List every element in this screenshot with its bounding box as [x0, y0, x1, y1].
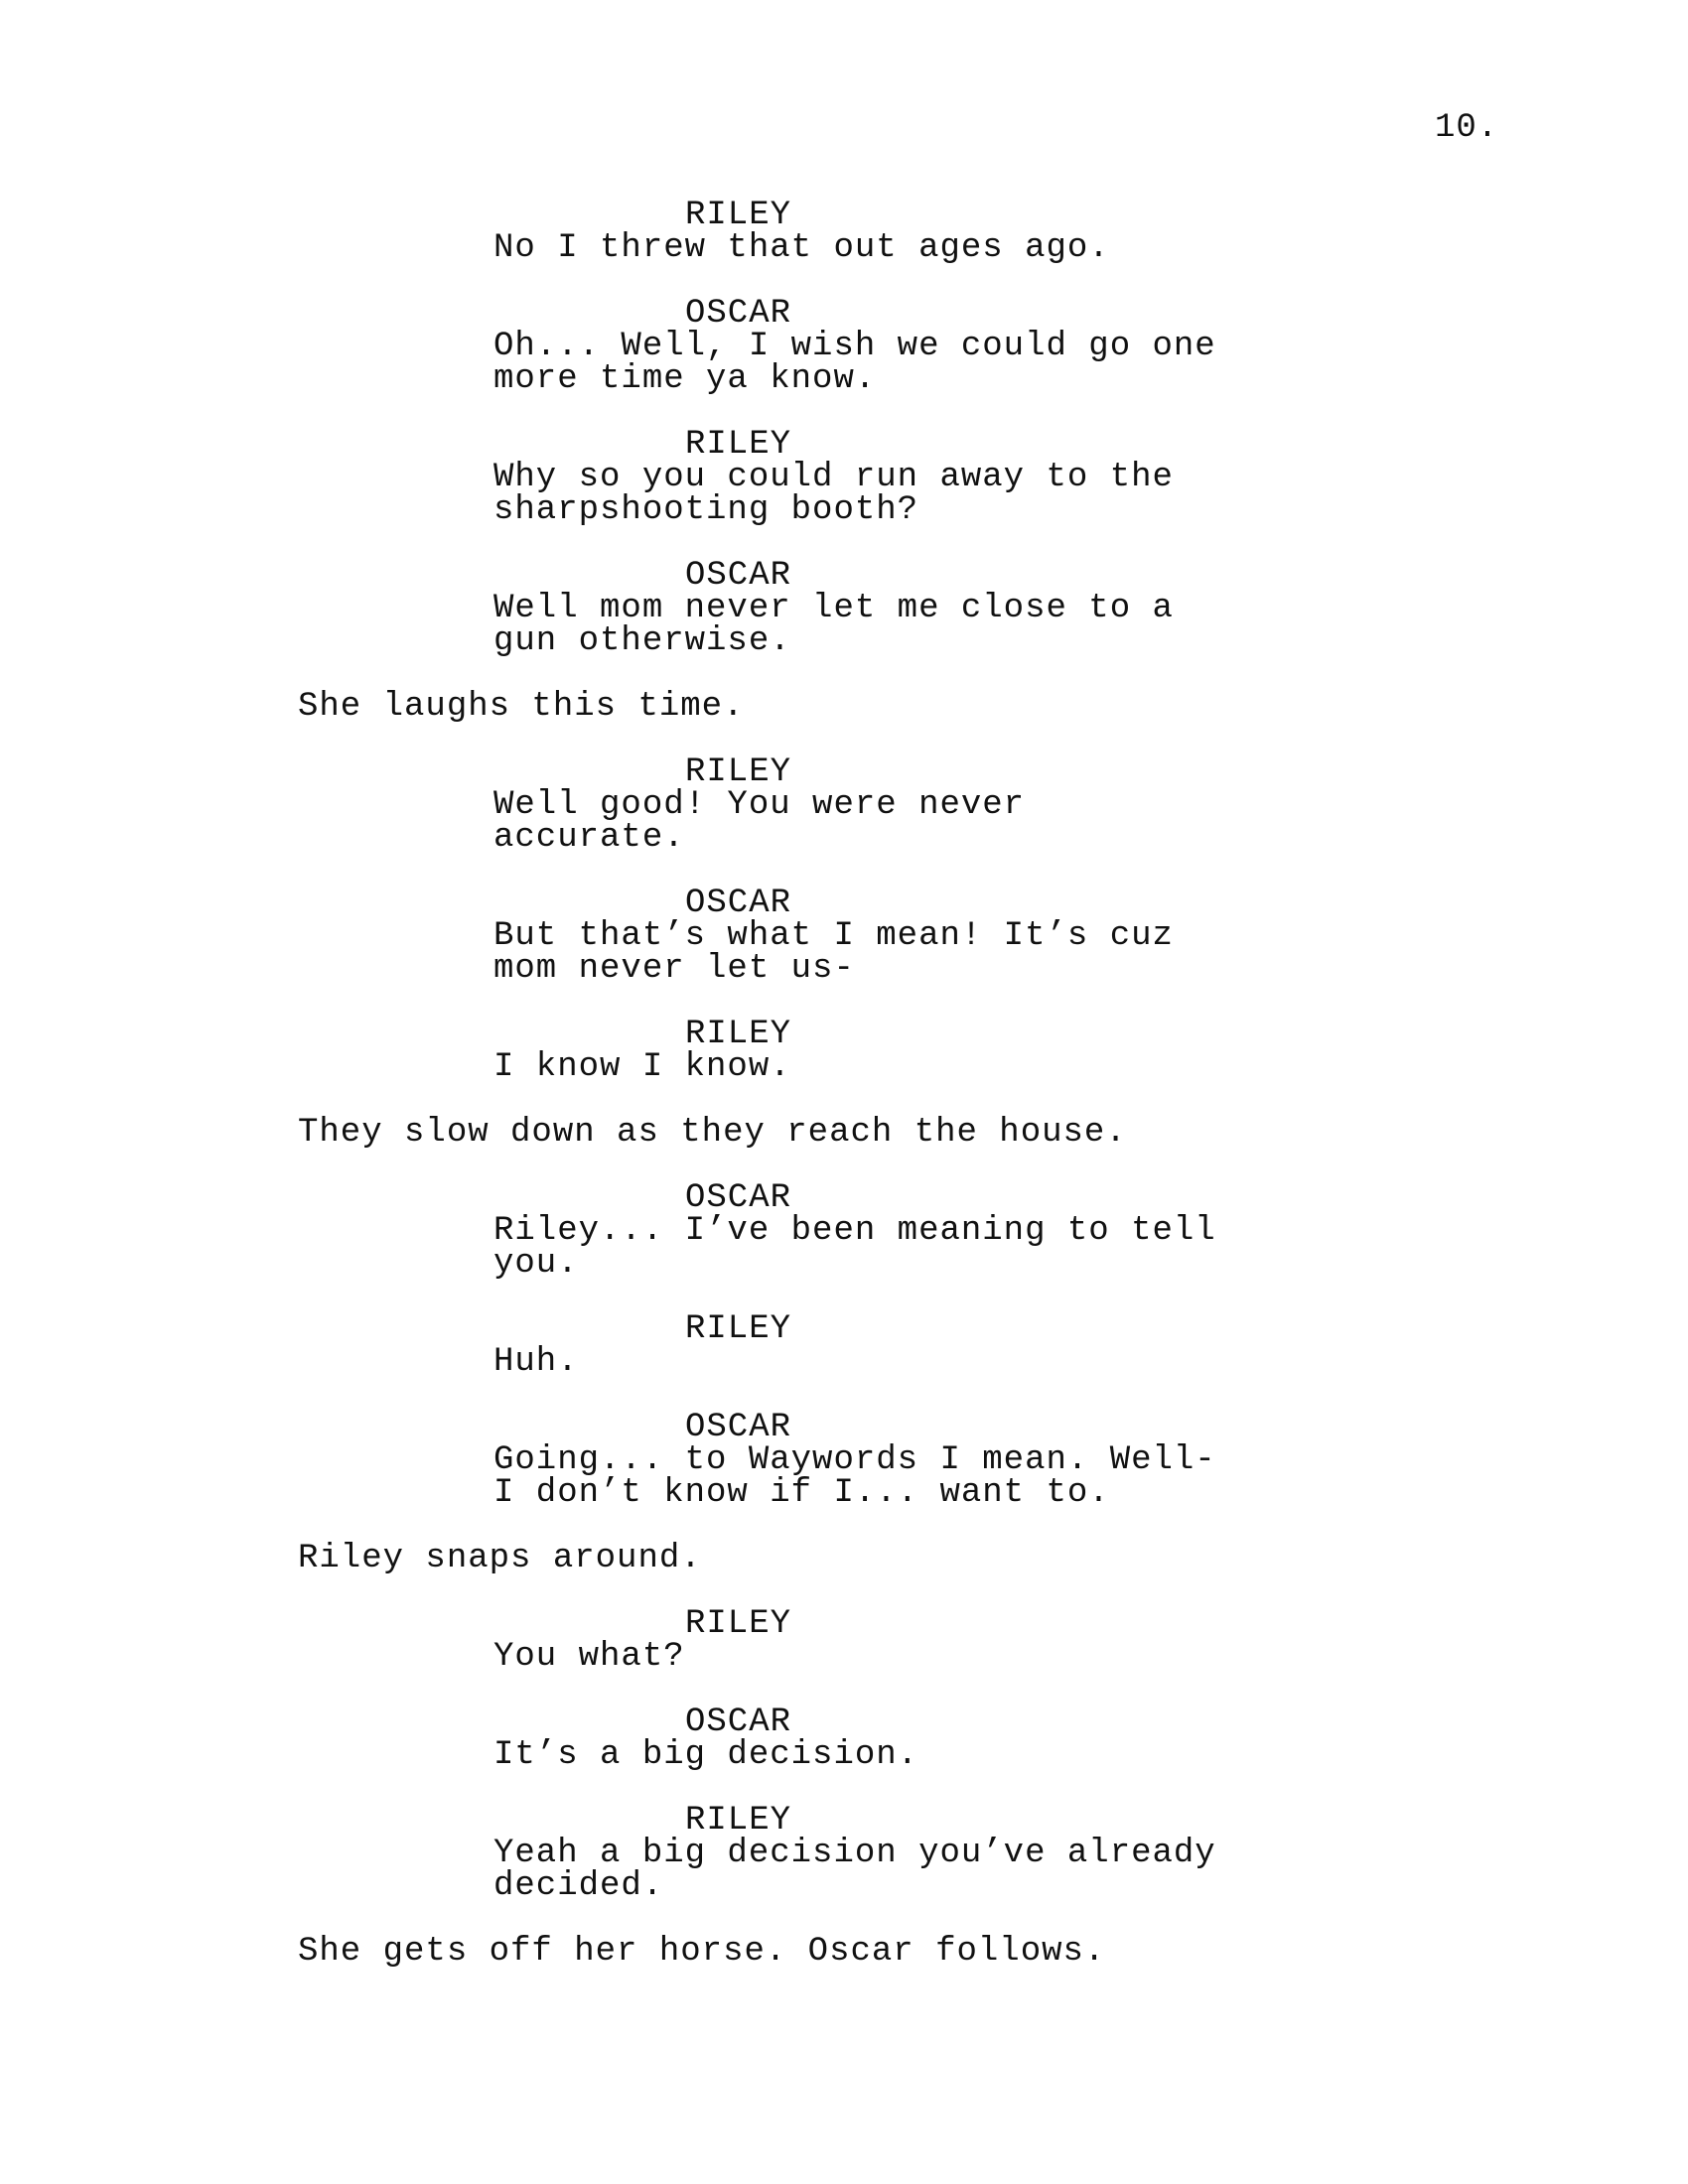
action-line: She gets off her horse. Oscar follows.	[298, 1933, 1106, 1971]
dialogue-line: mom never let us-	[493, 950, 855, 988]
character-cue-riley: RILEY	[685, 1016, 792, 1053]
dialogue-line: Riley... I’ve been meaning to tell	[493, 1212, 1216, 1250]
action-line: Riley snaps around.	[298, 1540, 702, 1577]
dialogue-line: Well mom never let me close to a	[493, 590, 1174, 627]
dialogue-line: Yeah a big decision you’ve already	[493, 1835, 1216, 1872]
character-cue-riley: RILEY	[685, 1605, 792, 1643]
dialogue-line: You what?	[493, 1638, 685, 1676]
dialogue-line: I don’t know if I... want to.	[493, 1474, 1110, 1512]
character-cue-riley: RILEY	[685, 1802, 792, 1840]
character-cue-riley: RILEY	[685, 753, 792, 791]
dialogue-line: Going... to Waywords I mean. Well-	[493, 1441, 1216, 1479]
dialogue-line: But that’s what I mean! It’s cuz	[493, 917, 1174, 955]
dialogue-line: accurate.	[493, 819, 685, 857]
character-cue-oscar: OSCAR	[685, 1179, 792, 1217]
character-cue-oscar: OSCAR	[685, 295, 792, 333]
dialogue-line: Huh.	[493, 1343, 579, 1381]
dialogue-line: decided.	[493, 1867, 664, 1905]
dialogue-line: you.	[493, 1245, 579, 1283]
character-cue-oscar: OSCAR	[685, 1409, 792, 1446]
character-cue-oscar: OSCAR	[685, 557, 792, 595]
dialogue-line: sharpshooting booth?	[493, 491, 919, 529]
character-cue-riley: RILEY	[685, 426, 792, 464]
dialogue-line: more time ya know.	[493, 360, 877, 398]
dialogue-line: Well good! You were never	[493, 786, 1026, 824]
page-number: 10.	[1435, 109, 1499, 147]
dialogue-line: No I threw that out ages ago.	[493, 229, 1110, 267]
character-cue-riley: RILEY	[685, 197, 792, 234]
action-line: She laughs this time.	[298, 688, 745, 726]
character-cue-riley: RILEY	[685, 1310, 792, 1348]
dialogue-line: I know I know.	[493, 1048, 791, 1086]
dialogue-line: Oh... Well, I wish we could go one	[493, 328, 1216, 365]
dialogue-line: It’s a big decision.	[493, 1736, 919, 1774]
dialogue-line: gun otherwise.	[493, 622, 791, 660]
character-cue-oscar: OSCAR	[685, 885, 792, 922]
action-line: They slow down as they reach the house.	[298, 1114, 1127, 1152]
character-cue-oscar: OSCAR	[685, 1704, 792, 1741]
dialogue-line: Why so you could run away to the	[493, 459, 1174, 496]
